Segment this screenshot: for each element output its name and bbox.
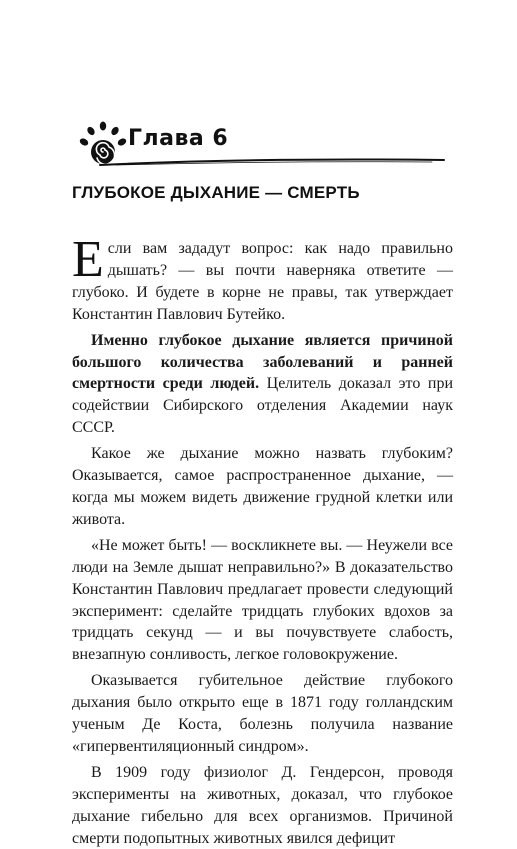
paragraph-3: Какое же дыхание можно назвать глубоким? Оказывается, самое распространенное дыхание, — когда мы можем видеть движение грудной клетки или живота. — [72, 445, 453, 528]
paragraph-5: Оказывается губительное действие глубокого дыхания было открыто еще в 1871 году голландским ученым Де Коста, болезнь получила название «гипервентиляционный синдром». — [72, 672, 453, 755]
paragraph-2-bold: Именно глубокое дыхание является причиной большого количества заболеваний и ранней смертности среди людей. — [72, 331, 453, 393]
paragraph-6: В 1909 году физиолог Д. Гендерсон, проводя эксперименты на животных, доказал, что глубокое дыхание гибельно для всех организмов. Причиной смерти подопытных животных явился дефицит — [72, 763, 453, 847]
paragraph-1 — [72, 231, 453, 326]
paragraph-2-text: Целитель доказал это при содействии Сибирского отделения Академии наук СССР. — [72, 375, 453, 437]
paragraph-2 — [72, 330, 453, 440]
body-text — [72, 231, 453, 849]
drop-cap: Е — [72, 231, 104, 288]
chapter-title: Глава 6 — [128, 126, 229, 151]
section-title: ГЛУБОКОЕ ДЫХАНИЕ — СМЕРТЬ — [72, 183, 360, 202]
paragraph-4: «Не может быть! — воскликнете вы. — Неужели все люди на Земле дышат неправильно?» В доказательство Константин Павлович предлагает провести следующий эксперимент: сделайте тридцать глубоких вдохов за тридцать секунд — и вы почувствуете слабость, внезапную сонливость, легкое головокружение. — [72, 536, 453, 664]
paragraph-1-text: сли вам зададут вопрос: как надо правильно дышать? — вы почти наверняка ответите — глубоко. И будете в корне не правы, так утверждает Константин Павлович Бутейко. — [72, 240, 453, 323]
chapter-heading — [72, 118, 452, 178]
